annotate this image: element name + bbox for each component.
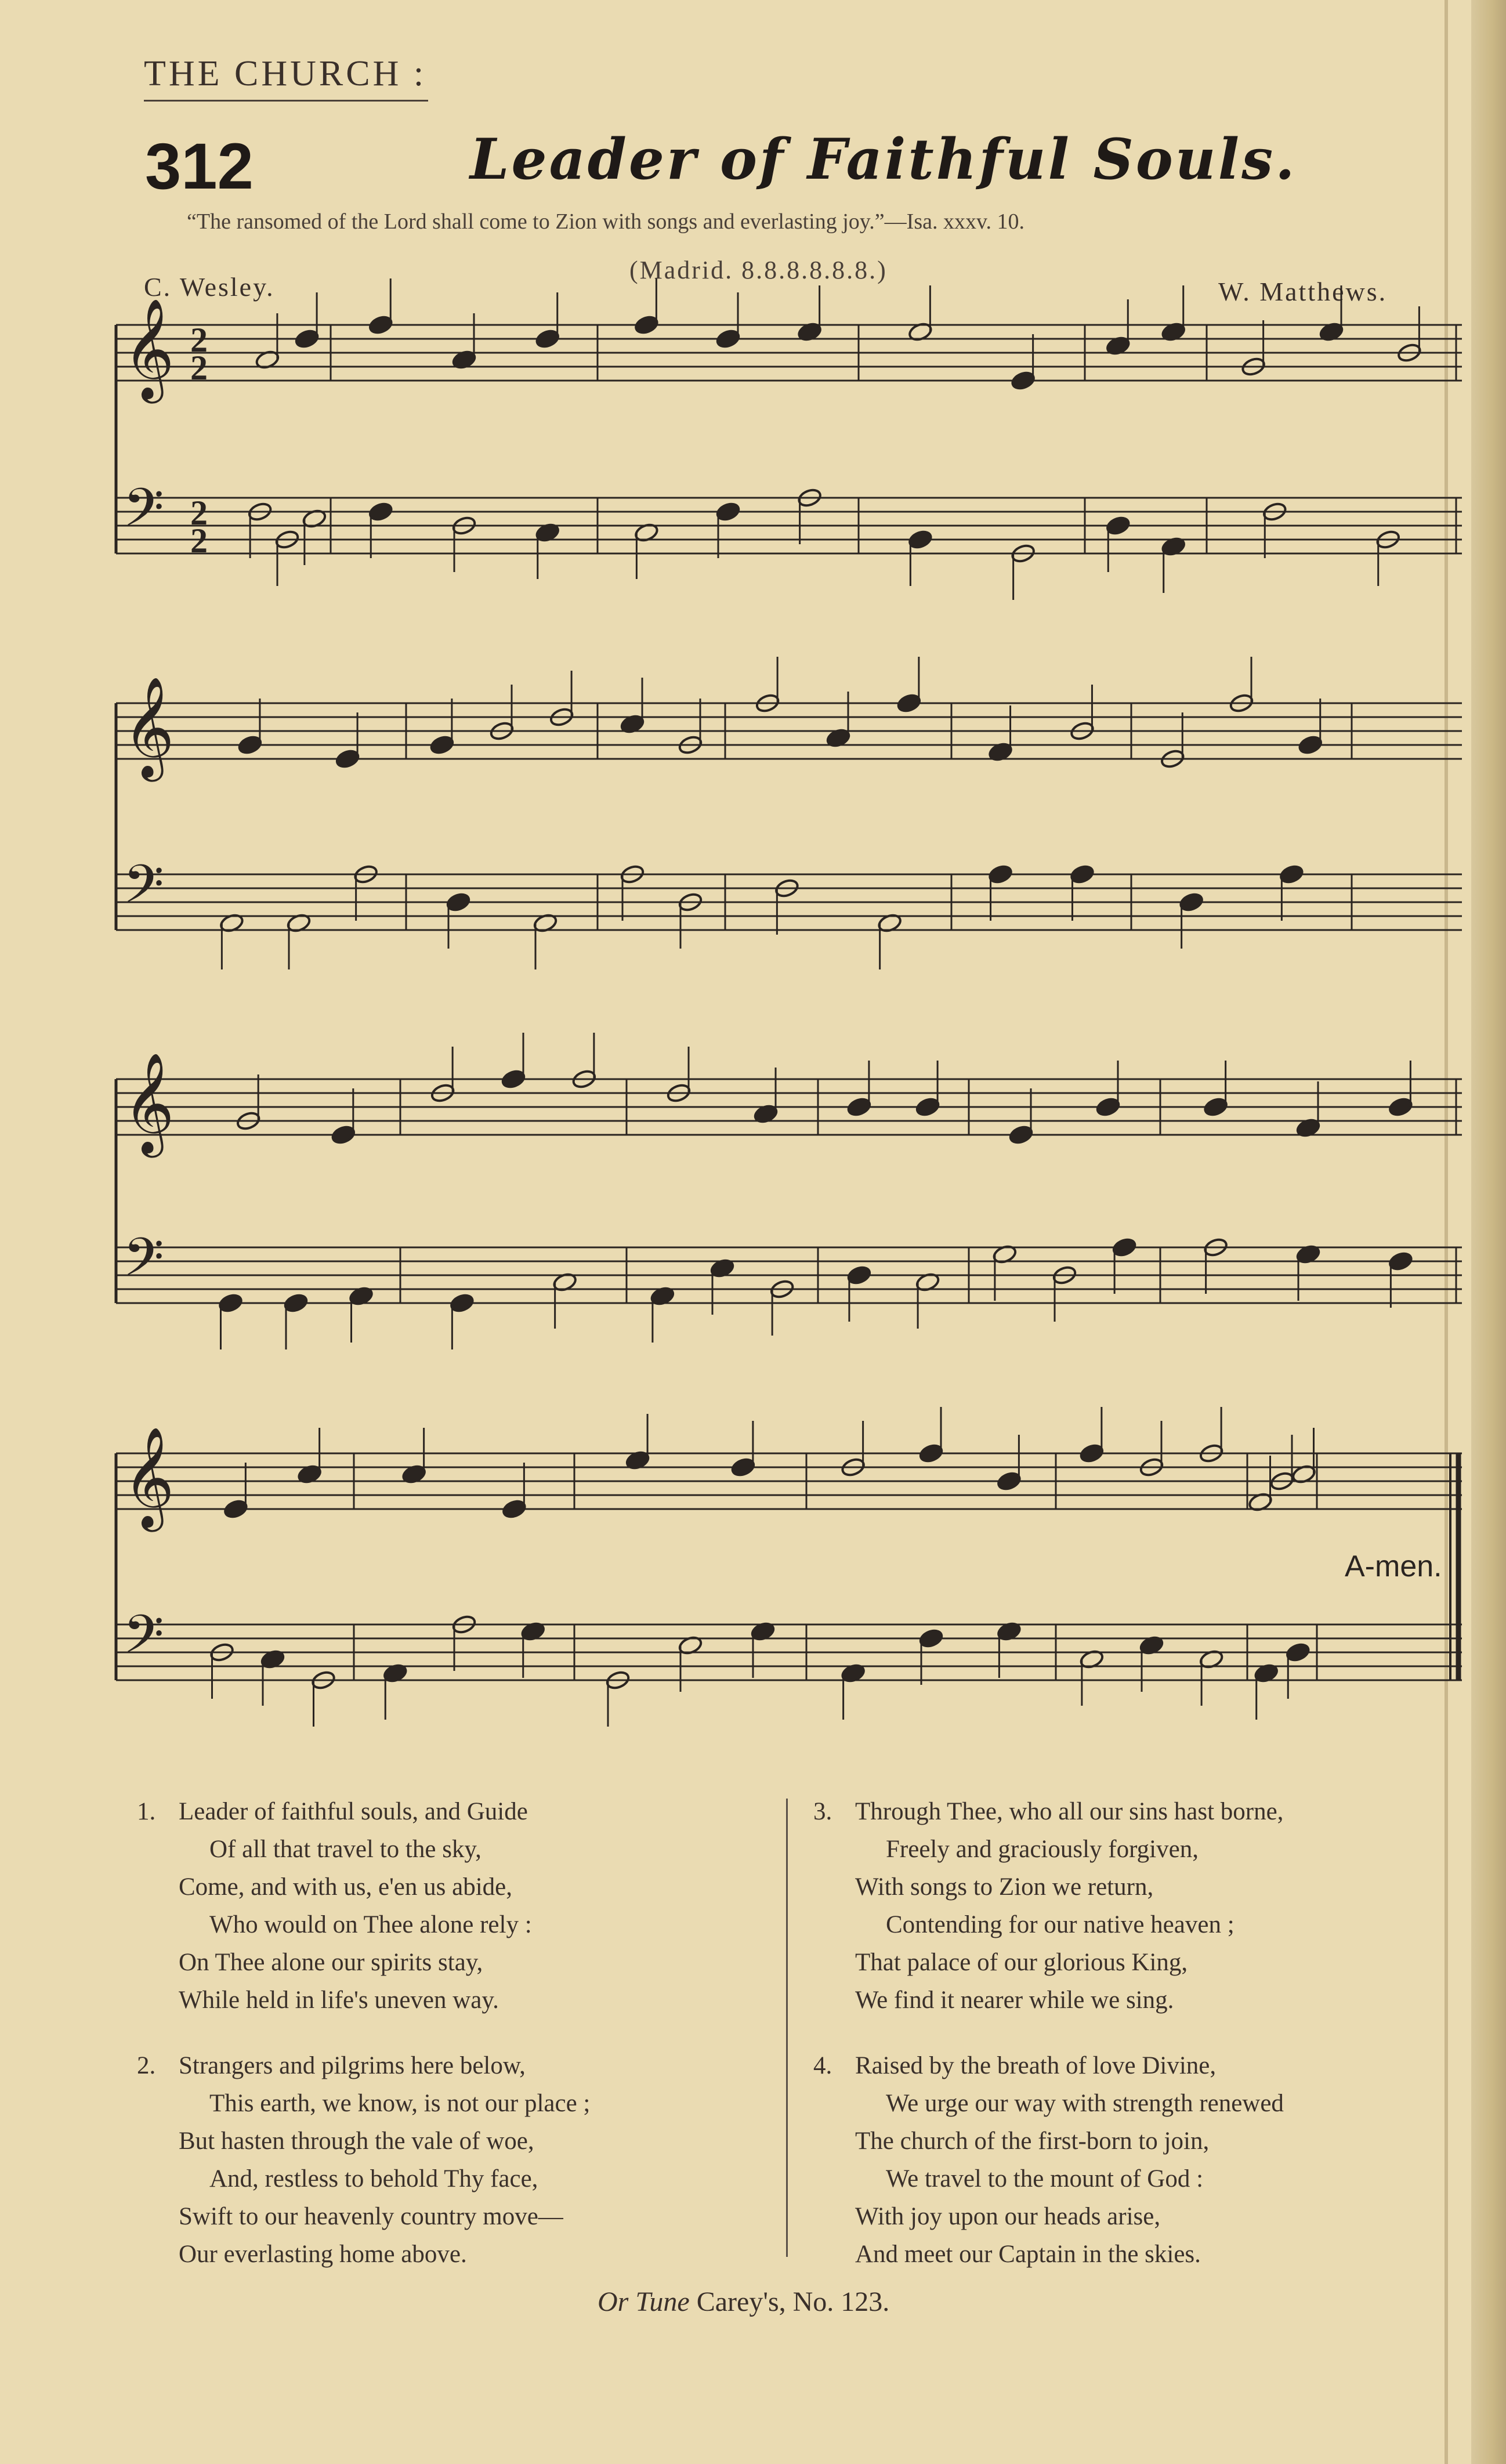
verse-line: That palace of our glorious King, [855, 1949, 1188, 1976]
note-head [368, 314, 393, 335]
verse-line: And meet our Captain in the skies. [855, 2241, 1201, 2268]
verse-line: But hasten through the vale of woe, [179, 2127, 534, 2155]
verse-3 [813, 1793, 1283, 2019]
verse-line: The church of the first-born to join, [855, 2127, 1210, 2155]
note-head [1008, 1124, 1034, 1145]
note-head [633, 314, 659, 335]
verse-line: We urge our way with strength renewed [886, 2090, 1284, 2117]
note-head [918, 1628, 944, 1649]
note-head [1279, 864, 1304, 885]
verse-line: Who would on Thee alone rely : [209, 1911, 532, 1938]
verse-number: 1. [137, 1798, 156, 1825]
note-head [501, 1069, 526, 1090]
verse-line: We find it nearer while we sing. [855, 1987, 1174, 2014]
note-head [715, 501, 741, 522]
treble-clef-icon: 𝄞 [123, 1427, 175, 1528]
treble-clef-icon: 𝄞 [123, 1052, 175, 1153]
alternate-tune [598, 2286, 889, 2318]
note-head [1298, 735, 1323, 755]
note-head [283, 1293, 309, 1314]
note-head [335, 748, 360, 769]
time-signature-top: 2 [190, 321, 208, 359]
column-divider [786, 1799, 788, 2257]
verse-line: Come, and with us, e'en us abide, [179, 1873, 512, 1901]
bass-clef-icon: 𝄢 [123, 1226, 164, 1301]
verse-line: With joy upon our heads arise, [855, 2203, 1161, 2230]
verse-4 [813, 2047, 1284, 2273]
note-head [1105, 515, 1131, 536]
note-head [501, 1499, 527, 1519]
verse-line: With songs to Zion we return, [855, 1873, 1154, 1901]
note-head [294, 328, 320, 349]
note-head [1079, 1443, 1105, 1464]
verse-line: While held in life's uneven way. [179, 1987, 499, 2014]
note-head [446, 892, 471, 913]
time-signature-bottom: 2 [190, 522, 208, 560]
note-head [1069, 864, 1095, 885]
time-signature-top: 2 [190, 494, 208, 532]
verse-line: Our everlasting home above. [179, 2241, 467, 2268]
hymn-epigraph: “The ransomed of the Lord shall come to Zion with songs and everlasting joy.”—Isa. xxxv. 10. [187, 209, 1025, 234]
verse-line: And, restless to behold Thy face, [209, 2165, 538, 2192]
verse-line: On Thee alone our spirits stay, [179, 1949, 483, 1976]
note-head [987, 864, 1013, 885]
verse-1 [137, 1793, 532, 2019]
verse-line: 4. Raised by the breath of love Divine, [813, 2047, 1284, 2085]
verse-line: Swift to our heavenly country move— [179, 2203, 563, 2230]
note-head [218, 1293, 243, 1314]
composer: W. Matthews. [1218, 277, 1388, 306]
note-head [846, 1265, 872, 1286]
author: C. Wesley. [144, 272, 275, 302]
note-head [449, 1293, 475, 1314]
note-head [1112, 1237, 1137, 1258]
tune-name: (Madrid. 8.8.8.8.8.8.) [629, 256, 888, 284]
amen-label: A-men. [1345, 1550, 1442, 1583]
note-head [331, 1124, 356, 1145]
note-head [907, 529, 933, 550]
note-head [915, 1097, 940, 1117]
verse-line: Freely and graciously forgiven, [886, 1836, 1199, 1863]
verse-line: 2. Strangers and pilgrims here below, [137, 2047, 590, 2085]
running-head: THE CHURCH : [144, 54, 427, 93]
verse-number: 3. [813, 1798, 832, 1825]
note-head [996, 1471, 1022, 1492]
note-head [918, 1443, 944, 1464]
bass-clef-icon: 𝄢 [123, 1604, 164, 1678]
hymn-number: 312 [145, 130, 254, 202]
note-head [1285, 1642, 1310, 1663]
verse-line: We travel to the mount of God : [886, 2165, 1204, 2192]
note-head [223, 1499, 248, 1519]
bass-clef-icon: 𝄢 [123, 477, 164, 551]
note-head [368, 501, 393, 522]
note-head [846, 1097, 872, 1117]
note-head [535, 328, 560, 349]
bass-clef-icon: 𝄢 [123, 853, 164, 928]
note-head [1203, 1097, 1229, 1117]
note-head [1011, 370, 1036, 391]
note-head [429, 735, 455, 755]
note-head [237, 735, 263, 755]
treble-clef-icon: 𝄞 [123, 298, 175, 399]
note-head [730, 1457, 756, 1478]
verse-number: 2. [137, 2052, 156, 2079]
verse-line: Of all that travel to the sky, [209, 1836, 482, 1863]
note-head [1388, 1251, 1413, 1272]
verse-line: Contending for our native heaven ; [886, 1911, 1235, 1938]
note-head [896, 693, 922, 714]
note-head [1095, 1097, 1121, 1117]
verse-line: 1. Leader of faithful souls, and Guide [137, 1793, 532, 1830]
verse-line: 3. Through Thee, who all our sins hast borne, [813, 1793, 1283, 1830]
hymn-title: Leader of Faithful Souls. [470, 126, 1297, 192]
verse-number: 4. [813, 2052, 832, 2079]
verse-line: This earth, we know, is not our place ; [209, 2090, 591, 2117]
note-head [715, 328, 741, 349]
alternate-tune-prefix: Or Tune [598, 2286, 690, 2317]
treble-clef-icon: 𝄞 [123, 676, 175, 777]
verse-2 [137, 2047, 590, 2273]
alternate-tune-text: Carey's, No. 123. [696, 2286, 890, 2317]
note-head [1179, 892, 1204, 913]
note-head [1388, 1097, 1413, 1117]
time-signature-bottom: 2 [190, 349, 208, 387]
